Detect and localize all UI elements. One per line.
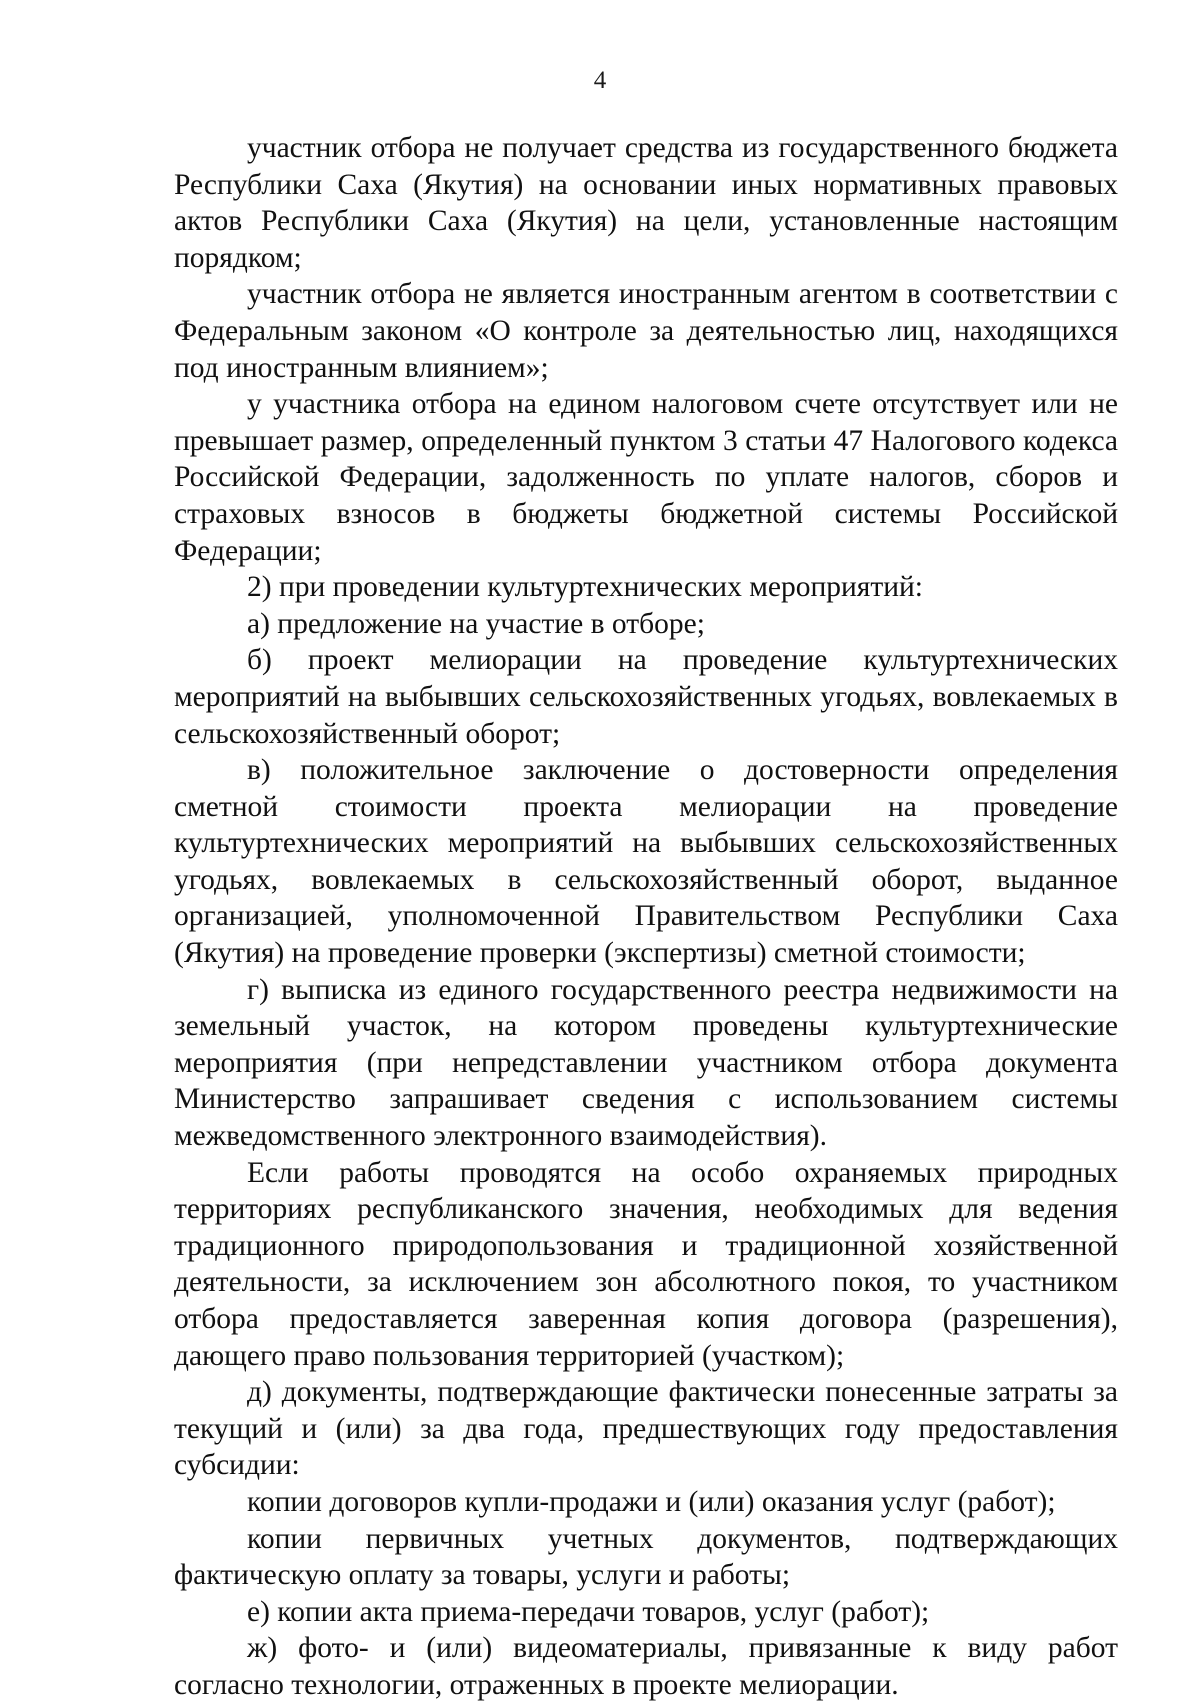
paragraph: е) копии акта приема-передачи товаров, услуг (работ);: [247, 1595, 930, 1628]
paragraph: ж) фото- и (или) видеоматериалы, привязанные к виду работ согласно технологии, отраженных в проекте мелиорации.: [174, 1632, 1118, 1701]
paragraph: 2) при проведении культуртехнических мероприятий:: [247, 571, 924, 604]
paragraph: г) выписка из единого государственного реестра недвижимости на земельный участок, на котором проведены культуртехнические мероприятия (при непредставлении участником отбора документа Министерство запрашивает сведения с использованием системы межведомственного электронного взаимодействия).: [174, 973, 1118, 1153]
paragraph: копии договоров купли-продажи и (или) оказания услуг (работ);: [247, 1485, 1056, 1518]
paragraph: в) положительное заключение о достоверности определения сметной стоимости проекта мелиорации на проведение культуртехнических мероприятий на выбывших сельскохозяйственных угодьях, вовлекаемых в сельскохозяйственный оборот, выданное организацией, уполномоченной Правительством Республики Саха (Якутия) на проведение проверки (экспертизы) сметной стоимости;: [174, 754, 1118, 970]
paragraph: б) проект мелиорации на проведение культуртехнических мероприятий на выбывших сельскохозяйственных угодьях, вовлекаемых в сельскохозяйственный оборот;: [174, 644, 1118, 750]
paragraph: у участника отбора на едином налоговом счете отсутствует или не превышает размер, определенный пунктом 3 статьи 47 Налогового кодекса Российской Федерации, задолженность по уплате налогов, сборов и страховых взносов в бюджеты бюджетной системы Российской Федерации;: [174, 388, 1118, 567]
paragraph: Если работы проводятся на особо охраняемых природных территориях республиканского значения, необходимых для ведения традиционного природопользования и традиционной хозяйственной деятельности, за исключением зон абсолютного покоя, то участником отбора предоставляется заверенная копия договора (разрешения), дающего право пользования территорией (участком);: [174, 1156, 1118, 1372]
paragraph: копии первичных учетных документов, подтверждающих фактическую оплату за товары, услуги и работы;: [174, 1522, 1118, 1592]
document-body: [174, 130, 1118, 1704]
paragraph: участник отбора не получает средства из государственного бюджета Республики Саха (Якутия) на основании иных нормативных правовых актов Республики Саха (Якутия) на цели, установленные настоящим порядком;: [174, 132, 1118, 274]
paragraph: а) предложение на участие в отборе;: [247, 607, 705, 640]
paragraph: д) документы, подтверждающие фактически понесенные затраты за текущий и (или) за два года, предшествующих году предоставления субсидии:: [174, 1376, 1118, 1482]
paragraph: участник отбора не является иностранным агентом в соответствии с Федеральным законом «О контроле за деятельностью лиц, находящихся под иностранным влиянием»;: [174, 278, 1118, 384]
page-number: 4: [593, 67, 607, 94]
